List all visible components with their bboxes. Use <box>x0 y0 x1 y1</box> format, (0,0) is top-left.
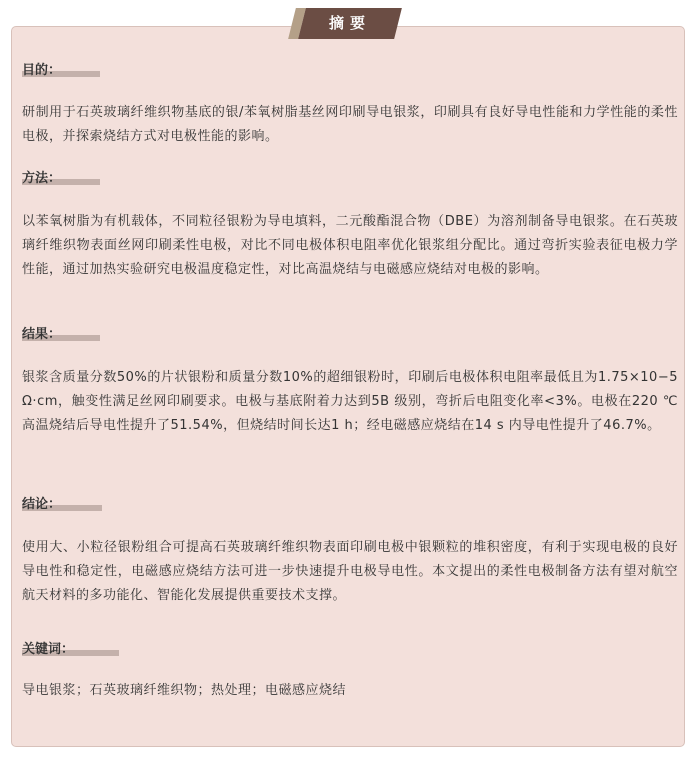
section-text-purpose: 研制用于石英玻璃纤维织物基底的银/苯氧树脂基丝网印刷导电银浆，印刷具有良好导电性能和力学性能的柔性电极，并探索烧结方式对电极性能的影响。 <box>22 105 678 144</box>
banner-title: 摘要 <box>328 14 371 32</box>
section-heading-keywords <box>22 638 74 657</box>
heading-text: 关键词： <box>22 642 75 657</box>
section-heading-method <box>22 167 61 186</box>
heading-text: 结论： <box>22 497 62 512</box>
section-heading-results <box>22 323 61 342</box>
section-text-method: 以苯氧树脂为有机载体，不同粒径银粉为导电填料，二元酸酯混合物（DBE）为溶剂制备导电银浆。在石英玻璃纤维织物表面丝网印刷柔性电极，对比不同电极体积电阻率优化银浆组分配比。通过弯折实验表征电极力学性能，通过加热实验研究电极温度稳定性，对比高温烧结与电磁感应烧结对电极的影响。 <box>22 214 678 277</box>
abstract-banner <box>292 8 398 39</box>
section-heading-purpose <box>22 59 61 78</box>
section-text-conclusion: 使用大、小粒径银粉组合可提高石英玻璃纤维织物表面印刷电极中银颗粒的堆积密度，有利于实现电极的良好导电性和稳定性，电磁感应烧结方法可进一步快速提升电极导电性。本文提出的柔性电极制备方法有望对航空航天材料的多功能化、智能化发展提供重要技术支撑。 <box>22 540 678 603</box>
section-text-keywords: 导电银浆；石英玻璃纤维织物；热处理；电磁感应烧结 <box>22 683 347 698</box>
section-text-results: 银浆含质量分数50%的片状银粉和质量分数10%的超细银粉时，印刷后电极体积电阻率最低且为1.75×10−5 Ω·cm，触变性满足丝网印刷要求。电极与基底附着力达到5B 级别，弯折后电阻变化率<3%。电极在220 ℃高温烧结后导电性提升了51.54%，但烧结时间长达1 h；经电磁感应烧结在14 s 内导电性提升了46.7%。 <box>22 370 678 433</box>
heading-text: 方法： <box>22 171 62 186</box>
heading-text: 结果： <box>22 327 62 342</box>
section-heading-conclusion <box>22 493 61 512</box>
heading-text: 目的： <box>22 63 62 78</box>
